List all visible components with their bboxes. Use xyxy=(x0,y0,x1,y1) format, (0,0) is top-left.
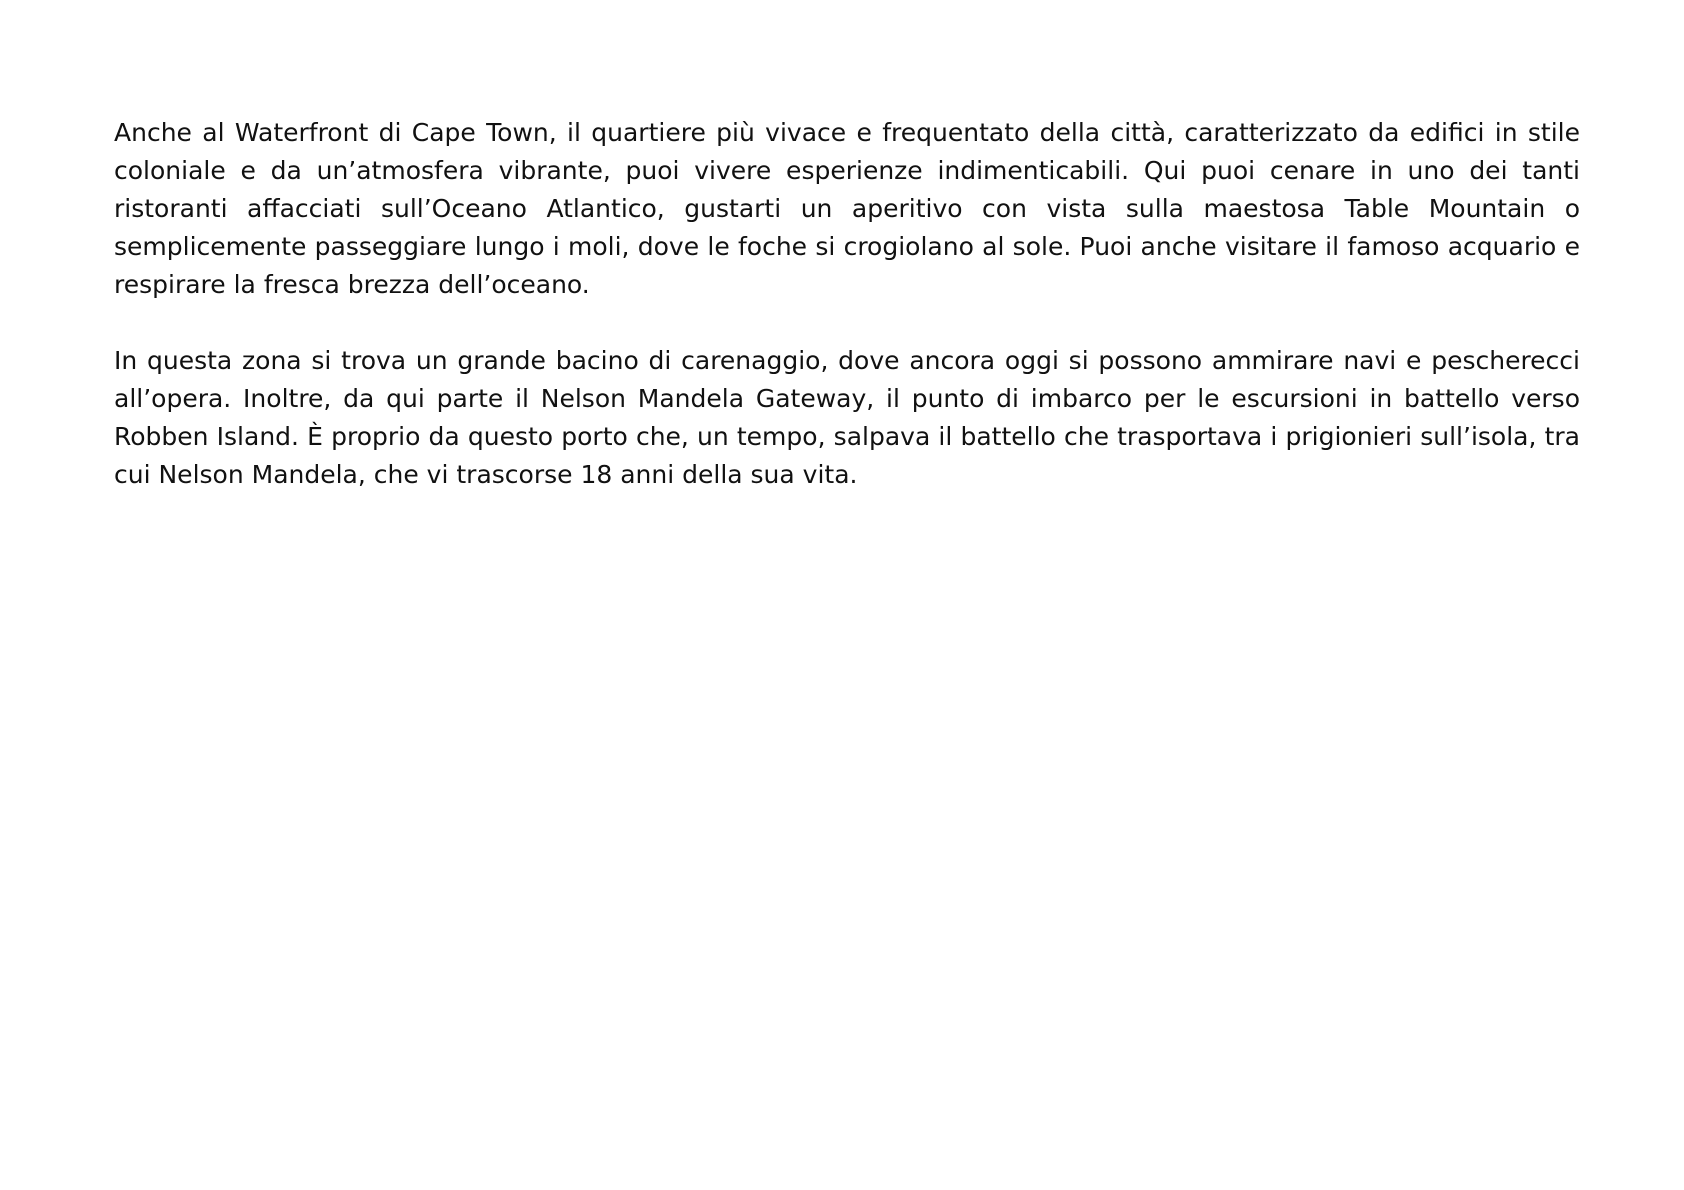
body-text xyxy=(114,114,1580,494)
paragraph-waterfront: Anche al Waterfront di Cape Town, il quartiere più vivace e frequentato della città, caratterizzato da edifici in stile coloniale e da un’atmosfera vibrante, puoi vivere esperienze indimenticabili. Qui puoi cenare in uno dei tanti ristoranti affacciati sull’Oceano Atlantico, gustarti un aperitivo con vista sulla maestosa Table Mountain o semplicemente passeggiare lungo i moli, dove le foche si crogiolano al sole. Puoi anche visitare il famoso acquario e respirare la fresca brezza dell’oceano. xyxy=(114,118,1580,299)
paragraph-robben-island: In questa zona si trova un grande bacino di carenaggio, dove ancora oggi si possono ammirare navi e pescherecci all’opera. Inoltre, da qui parte il Nelson Mandela Gateway, il punto di imbarco per le escursioni in battello verso Robben Island. È proprio da questo porto che, un tempo, salpava il battello che trasportava i prigionieri sull’isola, tra cui Nelson Mandela, che vi trascorse 18 anni della sua vita. xyxy=(114,346,1580,489)
